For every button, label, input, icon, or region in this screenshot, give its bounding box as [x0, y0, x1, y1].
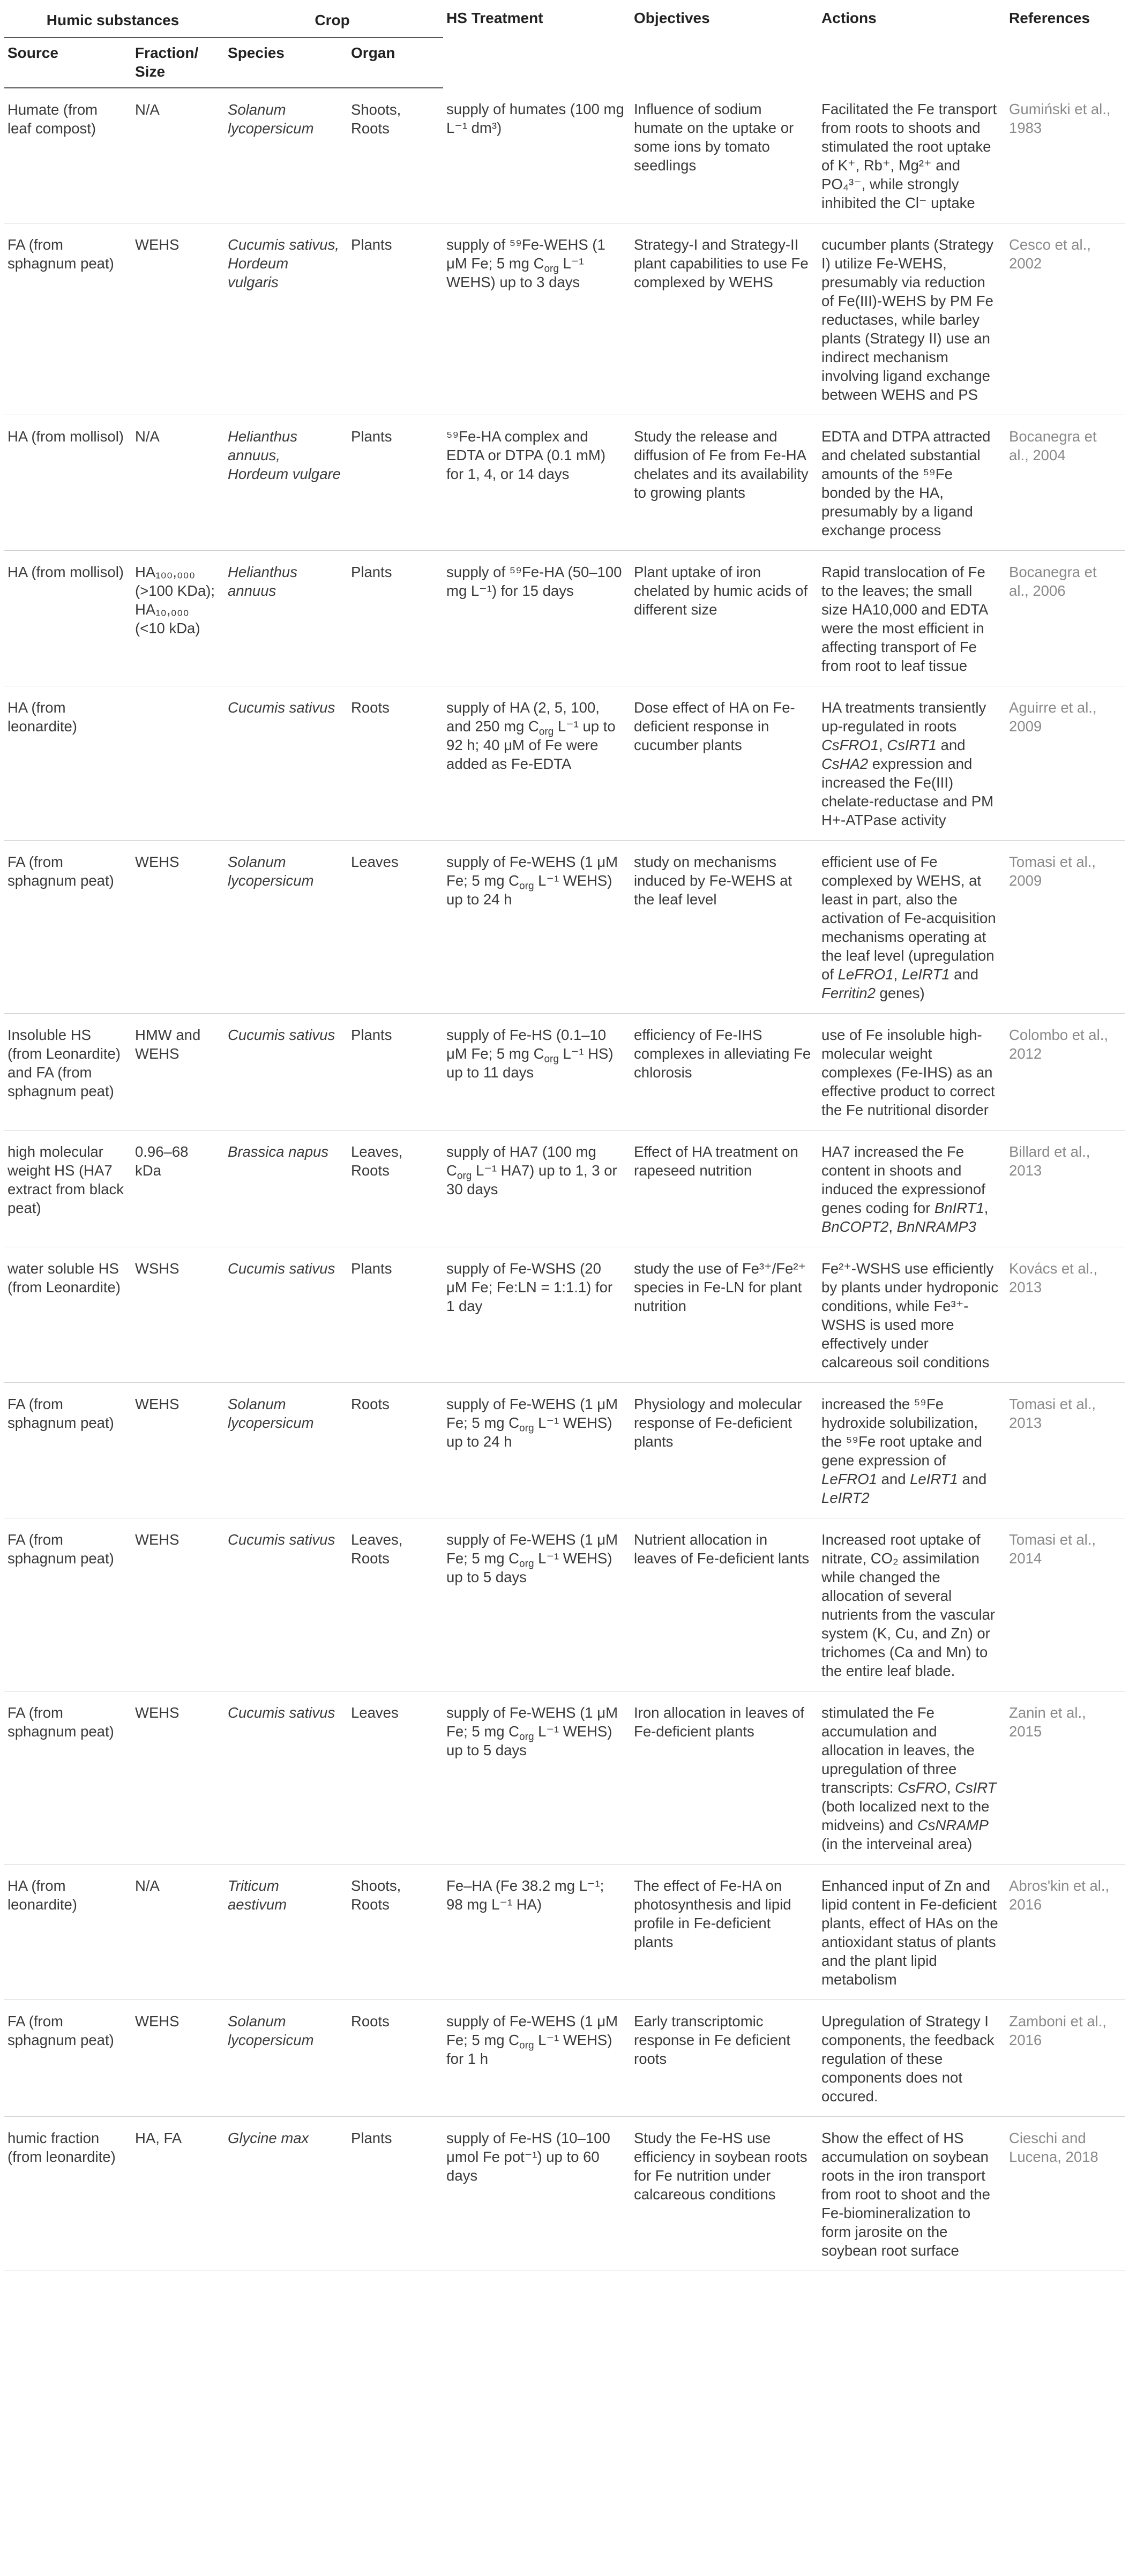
actions-cell: Fe²⁺-WSHS use efficiently by plants under hydroponic conditions, while Fe³⁺-WSHS is used more effectively under calcareous soil conditions: [818, 1247, 1006, 1383]
reference-cell: Colombo et al., 2012: [1006, 1014, 1125, 1130]
objectives-cell: Iron allocation in leaves of Fe-deficient plants: [631, 1691, 818, 1864]
source-cell: HA (from leonardite): [4, 1864, 132, 2000]
actions-cell: stimulated the Fe accumulation and allocation in leaves, the upregulation of three transcripts: CsFRO, CsIRT (both localized next to the midveins) and CsNRAMP (in the interveinal area): [818, 1691, 1006, 1864]
header-organ: Organ: [348, 38, 443, 88]
source-cell: humic fraction (from leonardite): [4, 2117, 132, 2271]
table-row: [4, 841, 1125, 1014]
objectives-cell: Physiology and molecular response of Fe-deficient plants: [631, 1383, 818, 1518]
table-row: [4, 223, 1125, 415]
hs-treatment-cell: supply of ⁵⁹Fe-WEHS (1 μM Fe; 5 mg $C_{org}$ L⁻¹ WEHS) up to 3 days: [443, 223, 631, 415]
species-cell: Cucumis sativus: [225, 1691, 348, 1864]
header-actions: Actions: [821, 10, 877, 26]
table-row: [4, 551, 1125, 686]
fraction-size-cell: HMW and WEHS: [132, 1014, 225, 1130]
organ-cell: Roots: [348, 2000, 443, 2117]
fraction-size-cell: WEHS: [132, 1691, 225, 1864]
objectives-cell: The effect of Fe-HA on photosynthesis and lipid profile in Fe-deficient plants: [631, 1864, 818, 2000]
fraction-size-cell: HA₁₀₀,₀₀₀ (>100 KDa); HA₁₀,₀₀₀ (<10 kDa): [132, 551, 225, 686]
hs-treatment-cell: Fe–HA (Fe 38.2 mg L⁻¹; 98 mg L⁻¹ HA): [443, 1864, 631, 2000]
table-header: [4, 0, 1125, 88]
reference-cell: Tomasi et al., 2013: [1006, 1383, 1125, 1518]
hs-treatment-cell: supply of humates (100 mg L⁻¹ dm³): [443, 88, 631, 223]
table-row: [4, 1864, 1125, 2000]
fraction-size-cell: N/A: [132, 88, 225, 223]
species-cell: Solanum lycopersicum: [225, 841, 348, 1014]
actions-cell: use of Fe insoluble high-molecular weight complexes (Fe-IHS) as an effective product to correct the Fe nutritional disorder: [818, 1014, 1006, 1130]
species-cell: Cucumis sativus: [225, 1014, 348, 1130]
header-hs-treatment: HS Treatment: [446, 10, 543, 26]
fraction-size-cell: WEHS: [132, 1383, 225, 1518]
header-source: Source: [4, 38, 132, 88]
hs-treatment-cell: supply of Fe-WEHS (1 μM Fe; 5 mg $C_{org}$ L⁻¹ WEHS) up to 24 h: [443, 1383, 631, 1518]
table-row: [4, 415, 1125, 551]
table-row: [4, 1383, 1125, 1518]
hs-treatment-cell: supply of Fe-WEHS (1 μM Fe; 5 mg $C_{org}$ L⁻¹ WEHS) up to 5 days: [443, 1691, 631, 1864]
species-cell: Solanum lycopersicum: [225, 1383, 348, 1518]
table-body: [4, 88, 1125, 2271]
source-cell: HA (from leonardite): [4, 686, 132, 841]
table-row: [4, 1518, 1125, 1691]
hs-treatment-cell: supply of Fe-HS (10–100 μmol Fe pot⁻¹) up to 60 days: [443, 2117, 631, 2271]
header-fraction-size: Fraction/ Size: [132, 38, 225, 88]
organ-cell: Leaves: [348, 1691, 443, 1864]
actions-cell: Show the effect of HS accumulation on soybean roots in the iron transport from root to shoot and the Fe-biomineralization to form jarosite on the soybean root surface: [818, 2117, 1006, 2271]
species-cell: Cucumis sativus: [225, 1518, 348, 1691]
source-cell: FA (from sphagnum peat): [4, 1518, 132, 1691]
species-cell: Helianthus annuus, Hordeum vulgare: [225, 415, 348, 551]
source-cell: FA (from sphagnum peat): [4, 1691, 132, 1864]
source-cell: water soluble HS (from Leonardite): [4, 1247, 132, 1383]
actions-cell: Increased root uptake of nitrate, CO₂ assimilation while changed the allocation of several nutrients from the vascular system (K, Cu, and Zn) or trichomes (Ca and Mn) to the entire leaf blade.: [818, 1518, 1006, 1691]
reference-cell: Gumiński et al., 1983: [1006, 88, 1125, 223]
source-cell: HA (from mollisol): [4, 551, 132, 686]
organ-cell: Roots: [348, 686, 443, 841]
objectives-cell: study on mechanisms induced by Fe-WEHS at the leaf level: [631, 841, 818, 1014]
organ-cell: Plants: [348, 551, 443, 686]
organ-cell: Plants: [348, 415, 443, 551]
organ-cell: Shoots, Roots: [348, 88, 443, 223]
hs-treatment-cell: supply of Fe-WEHS (1 μM Fe; 5 mg $C_{org}$ L⁻¹ WEHS) up to 5 days: [443, 1518, 631, 1691]
reference-cell: Kovács et al., 2013: [1006, 1247, 1125, 1383]
fraction-size-cell: WSHS: [132, 1247, 225, 1383]
actions-cell: cucumber plants (Strategy I) utilize Fe-WEHS, presumably via reduction of Fe(III)-WEHS by PM Fe reductases, while barley plants (Strategy II) use an indirect mechanism involving ligand exchange between WEHS and PS: [818, 223, 1006, 415]
fraction-size-cell: HA, FA: [132, 2117, 225, 2271]
table-row: [4, 88, 1125, 223]
objectives-cell: Dose effect of HA on Fe-deficient response in cucumber plants: [631, 686, 818, 841]
source-cell: HA (from mollisol): [4, 415, 132, 551]
species-cell: Glycine max: [225, 2117, 348, 2271]
table-row: [4, 1691, 1125, 1864]
hs-treatment-cell: supply of Fe-WSHS (20 μM Fe; Fe:LN = 1:1.1) for 1 day: [443, 1247, 631, 1383]
organ-cell: Plants: [348, 223, 443, 415]
organ-cell: Leaves, Roots: [348, 1130, 443, 1247]
reference-cell: Zamboni et al., 2016: [1006, 2000, 1125, 2117]
table-row: [4, 1130, 1125, 1247]
hs-treatment-cell: ⁵⁹Fe-HA complex and EDTA or DTPA (0.1 mM) for 1, 4, or 14 days: [443, 415, 631, 551]
organ-cell: Leaves: [348, 841, 443, 1014]
header-crop: Crop: [225, 0, 443, 38]
hs-treatment-cell: supply of Fe-WEHS (1 μM Fe; 5 mg $C_{org}$ L⁻¹ WEHS) up to 24 h: [443, 841, 631, 1014]
objectives-cell: Study the release and diffusion of Fe from Fe-HA chelates and its availability to growing plants: [631, 415, 818, 551]
fraction-size-cell: WEHS: [132, 223, 225, 415]
organ-cell: Plants: [348, 1247, 443, 1383]
species-cell: Solanum lycopersicum: [225, 2000, 348, 2117]
objectives-cell: Effect of HA treatment on rapeseed nutrition: [631, 1130, 818, 1247]
species-cell: Brassica napus: [225, 1130, 348, 1247]
source-cell: high molecular weight HS (HA7 extract from black peat): [4, 1130, 132, 1247]
header-humic-substances: Humic substances: [4, 0, 225, 38]
reference-cell: Cieschi and Lucena, 2018: [1006, 2117, 1125, 2271]
reference-cell: Bocanegra et al., 2004: [1006, 415, 1125, 551]
objectives-cell: Influence of sodium humate on the uptake or some ions by tomato seedlings: [631, 88, 818, 223]
actions-cell: HA7 increased the Fe content in shoots and induced the expressionof genes coding for BnIRT1, BnCOPT2, BnNRAMP3: [818, 1130, 1006, 1247]
fraction-size-cell: N/A: [132, 1864, 225, 2000]
table-row: [4, 1014, 1125, 1130]
header-species: Species: [225, 38, 348, 88]
species-cell: Cucumis sativus: [225, 686, 348, 841]
table-row: [4, 1247, 1125, 1383]
actions-cell: EDTA and DTPA attracted and chelated substantial amounts of the ⁵⁹Fe bonded by the HA, presumably by a ligand exchange process: [818, 415, 1006, 551]
fraction-size-cell: 0.96–68 kDa: [132, 1130, 225, 1247]
table-row: [4, 686, 1125, 841]
reference-cell: Abros'kin et al., 2016: [1006, 1864, 1125, 2000]
species-cell: Cucumis sativus, Hordeum vulgaris: [225, 223, 348, 415]
humic-substances-table: [4, 0, 1125, 2271]
fraction-size-cell: WEHS: [132, 1518, 225, 1691]
objectives-cell: efficiency of Fe-IHS complexes in alleviating Fe chlorosis: [631, 1014, 818, 1130]
actions-cell: Upregulation of Strategy I components, the feedback regulation of these components does not occured.: [818, 2000, 1006, 2117]
objectives-cell: Early transcriptomic response in Fe deficient roots: [631, 2000, 818, 2117]
actions-cell: Rapid translocation of Fe to the leaves; the small size HA10,000 and EDTA were the most efficient in affecting transport of Fe from root to leaf tissue: [818, 551, 1006, 686]
reference-cell: Bocanegra et al., 2006: [1006, 551, 1125, 686]
hs-treatment-cell: supply of Fe-WEHS (1 μM Fe; 5 mg $C_{org}$ L⁻¹ WEHS) for 1 h: [443, 2000, 631, 2117]
actions-cell: increased the ⁵⁹Fe hydroxide solubilization, the ⁵⁹Fe root uptake and gene expression of LeFRO1 and LeIRT1 and LeIRT2: [818, 1383, 1006, 1518]
reference-cell: Tomasi et al., 2009: [1006, 841, 1125, 1014]
species-cell: Helianthus annuus: [225, 551, 348, 686]
fraction-size-cell: N/A: [132, 415, 225, 551]
reference-cell: Billard et al., 2013: [1006, 1130, 1125, 1247]
reference-cell: Aguirre et al., 2009: [1006, 686, 1125, 841]
organ-cell: Leaves, Roots: [348, 1518, 443, 1691]
species-cell: Cucumis sativus: [225, 1247, 348, 1383]
reference-cell: Zanin et al., 2015: [1006, 1691, 1125, 1864]
hs-treatment-cell: supply of ⁵⁹Fe-HA (50–100 mg L⁻¹) for 15 days: [443, 551, 631, 686]
table-row: [4, 2117, 1125, 2271]
header-references: References: [1009, 10, 1090, 26]
species-cell: Solanum lycopersicum: [225, 88, 348, 223]
actions-cell: Enhanced input of Zn and lipid content in Fe-deficient plants, effect of HAs on the antioxidant status of plants and the plant lipid metabolism: [818, 1864, 1006, 2000]
source-cell: FA (from sphagnum peat): [4, 223, 132, 415]
hs-treatment-cell: supply of Fe-HS (0.1–10 μM Fe; 5 mg $C_{org}$ L⁻¹ HS) up to 11 days: [443, 1014, 631, 1130]
fraction-size-cell: [132, 686, 225, 841]
source-cell: Humate (from leaf compost): [4, 88, 132, 223]
objectives-cell: Study the Fe-HS use efficiency in soybean roots for Fe nutrition under calcareous conditions: [631, 2117, 818, 2271]
organ-cell: Plants: [348, 2117, 443, 2271]
objectives-cell: Strategy-I and Strategy-II plant capabilities to use Fe complexed by WEHS: [631, 223, 818, 415]
source-cell: FA (from sphagnum peat): [4, 841, 132, 1014]
source-cell: FA (from sphagnum peat): [4, 1383, 132, 1518]
species-cell: Triticum aestivum: [225, 1864, 348, 2000]
source-cell: Insoluble HS (from Leonardite) and FA (from sphagnum peat): [4, 1014, 132, 1130]
objectives-cell: study the use of Fe³⁺/Fe²⁺ species in Fe-LN for plant nutrition: [631, 1247, 818, 1383]
organ-cell: Roots: [348, 1383, 443, 1518]
actions-cell: Facilitated the Fe transport from roots to shoots and stimulated the root uptake of K⁺, Rb⁺, Mg²⁺ and PO₄³⁻, while strongly inhibited the Cl⁻ uptake: [818, 88, 1006, 223]
table-row: [4, 2000, 1125, 2117]
fraction-size-cell: WEHS: [132, 2000, 225, 2117]
fraction-size-cell: WEHS: [132, 841, 225, 1014]
source-cell: FA (from sphagnum peat): [4, 2000, 132, 2117]
reference-cell: Tomasi et al., 2014: [1006, 1518, 1125, 1691]
header-objectives: Objectives: [634, 10, 710, 26]
hs-treatment-cell: supply of HA (2, 5, 100, and 250 mg $C_{org}$ L⁻¹ up to 92 h; 40 μM of Fe were added as Fe-EDTA: [443, 686, 631, 841]
objectives-cell: Plant uptake of iron chelated by humic acids of different size: [631, 551, 818, 686]
reference-cell: Cesco et al., 2002: [1006, 223, 1125, 415]
actions-cell: HA treatments transiently up-regulated in roots CsFRO1, CsIRT1 and CsHA2 expression and increased the Fe(III) chelate-reductase and PM H+-ATPase activity: [818, 686, 1006, 841]
organ-cell: Plants: [348, 1014, 443, 1130]
objectives-cell: Nutrient allocation in leaves of Fe-deficient lants: [631, 1518, 818, 1691]
actions-cell: efficient use of Fe complexed by WEHS, at least in part, also the activation of Fe-acquisition mechanisms operating at the leaf level (upregulation of LeFRO1, LeIRT1 and Ferritin2 genes): [818, 841, 1006, 1014]
hs-treatment-cell: supply of HA7 (100 mg $C_{org}$ L⁻¹ HA7) up to 1, 3 or 30 days: [443, 1130, 631, 1247]
organ-cell: Shoots, Roots: [348, 1864, 443, 2000]
